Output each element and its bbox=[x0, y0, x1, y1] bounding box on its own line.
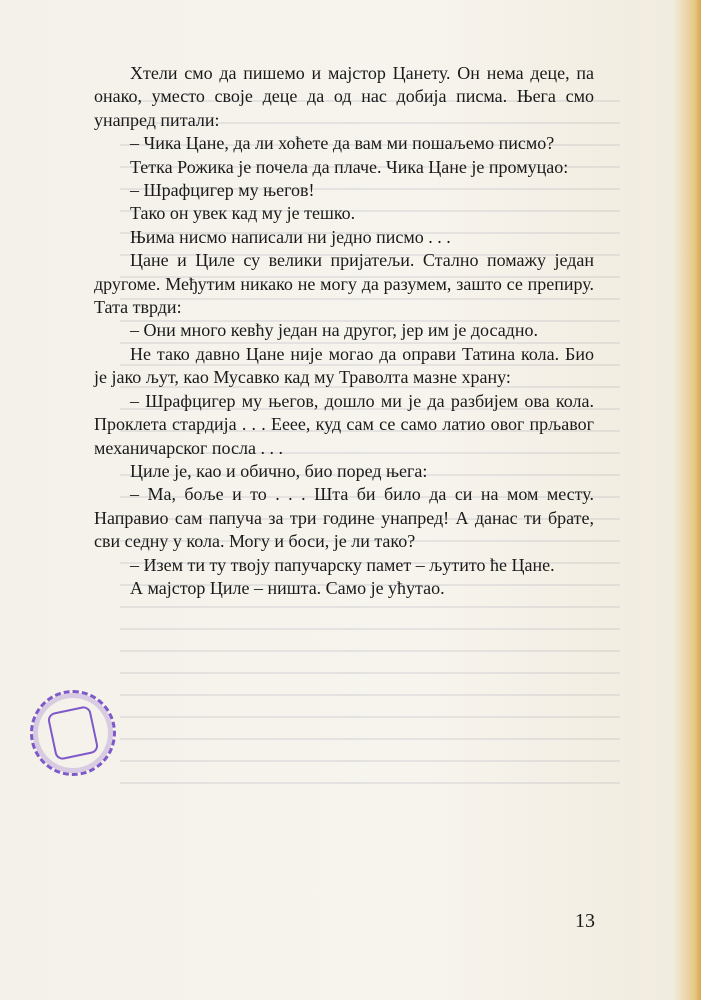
page-number: 13 bbox=[575, 910, 595, 932]
paragraph: Цане и Циле су велики пријатељи. Стално помажу један другоме. Међутим никако не могу да разумем, зашто се препиру. Тата тврди: bbox=[94, 250, 594, 318]
paragraph: Циле је, као и обично, био поред њега: bbox=[130, 460, 428, 481]
paragraph: Њима нисмо написали ни једно писмо . . . bbox=[130, 226, 451, 247]
paragraph: Хтели смо да пишемо и мајстор Цанету. Он нема деце, па онако, уместо своје деце да од нас добија писма. Њега смо унапред питали: bbox=[94, 63, 594, 130]
paragraph: – Шрафцигер му његов! bbox=[130, 180, 315, 201]
paragraph: Не тако давно Цане није могао да оправи Татина кола. Био је јако љут, као Мусавко кад му Траволта мазне храну: bbox=[94, 343, 594, 388]
paragraph: – Они много кевћу један на другог, јер им је досадно. bbox=[130, 320, 538, 341]
paragraph: – Шрафцигер му његов, дошло ми је да разбијем ова кола. Проклета стардија . . . Ееее, куд сам се само латио овог прљавог механичарског посла . . . bbox=[94, 390, 594, 458]
paragraph: А мајстор Циле – ништа. Само је ућутао. bbox=[130, 577, 445, 598]
paragraph: – Изем ти ту твоју папучарску памет – љутито ће Цане. bbox=[130, 554, 555, 575]
paragraph: – Ма, боље и то . . . Шта би било да си на мом месту. Направио сам папуча за три године унапред! А данас ти брате, сви седну у кола. Могу и боси, је ли тако? bbox=[94, 484, 594, 552]
paragraph: Тако он увек кад му је тешко. bbox=[130, 203, 356, 224]
paragraph: – Чика Цане, да ли хоћете да вам ми пошаљемо писмо? bbox=[130, 133, 555, 154]
body-text bbox=[94, 62, 594, 600]
library-stamp-icon bbox=[30, 690, 116, 776]
paragraph: Тетка Рожика је почела да плаче. Чика Цане је промуцао: bbox=[130, 156, 569, 177]
